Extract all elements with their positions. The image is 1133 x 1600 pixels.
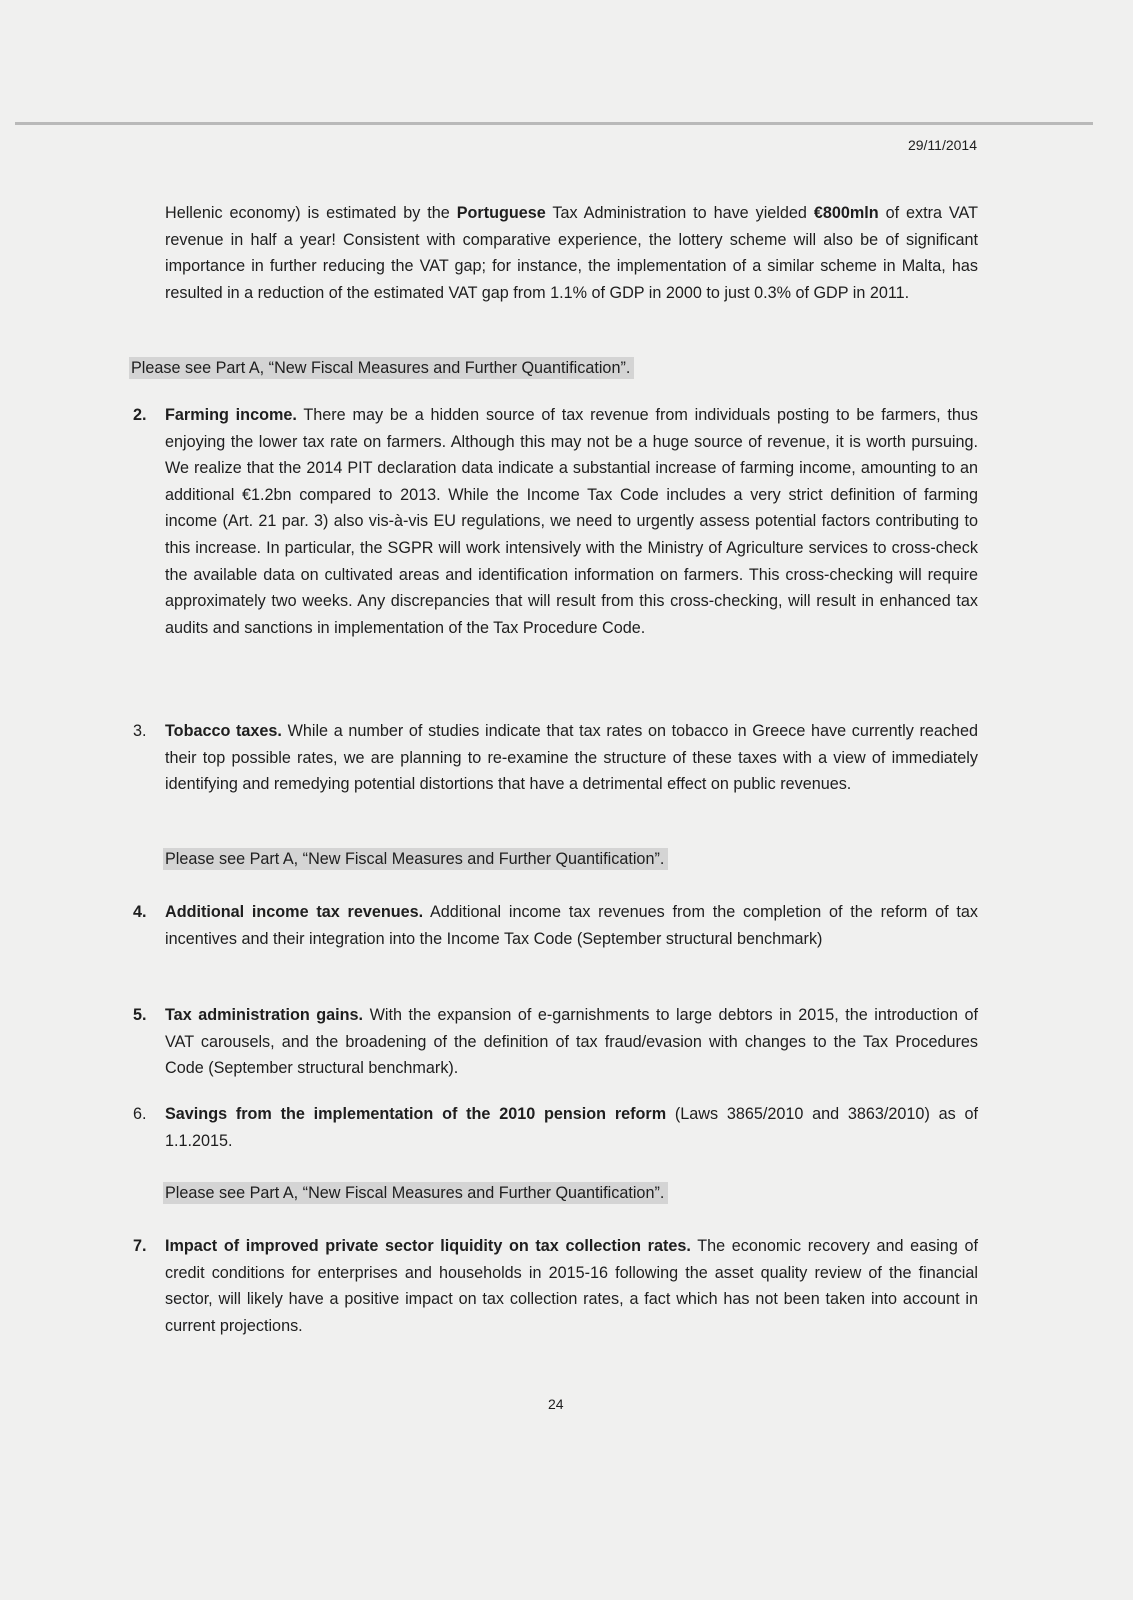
intro-paragraph — [165, 200, 978, 306]
item-number: 2. — [133, 406, 147, 424]
bold-text: €800mln — [813, 204, 879, 222]
list-item — [133, 402, 978, 641]
item-text: Additional income tax revenues from the completion of the reform of tax incentives and their integration into the Income Tax Code (September structural benchmark) — [165, 903, 978, 948]
item-title: Tax administration gains. — [165, 1006, 364, 1024]
item-number: 6. — [133, 1105, 147, 1123]
item-number: 4. — [133, 903, 147, 921]
item-title: Tobacco taxes. — [165, 722, 282, 740]
item-number: 3. — [133, 722, 147, 740]
list-item — [133, 718, 978, 798]
item-text: There may be a hidden source of tax revenue from individuals posting to be farmers, thus enjoying the lower tax rate on farmers. Although this may not be a huge source of revenue, it is worth pursuing. We realize that the 2014 PIT declaration data indicate a substantial increase of farming income, amounting to an additional €1.2bn compared to 2013. While the Income Tax Code includes a very strict definition of farming income (Art. 21 par. 3) also vis-à-vis EU regulations, we need to urgently assess potential factors contributing to this increase. In particular, the SGPR will work intensively with the Ministry of Agriculture services to cross-check the available data on cultivated areas and identification information on farmers. This cross-checking will require approximately two weeks. Any discrepancies that will result from this cross-checking, will result in enhanced tax audits and sanctions in implementation of the Tax Procedure Code. — [165, 406, 979, 637]
list-item — [133, 1002, 978, 1082]
item-text: The economic recovery and easing of credit conditions for enterprises and households in 2015-16 following the asset quality review of the financial sector, will likely have a positive impact on tax collection rates, a fact which has not been taken into account in current projections. — [165, 1237, 978, 1335]
document-date: 29/11/2014 — [907, 137, 977, 153]
item-number: 7. — [133, 1237, 147, 1255]
list-item — [133, 899, 978, 952]
page-number: 24 — [548, 1396, 564, 1412]
item-text: While a number of studies indicate that tax rates on tobacco in Greece have currently reached their top possible rates, we are planning to re-examine the structure of these taxes with a view of immediately identifying and remedying potential distortions that have a detrimental effect on public revenues. — [165, 722, 978, 794]
item-title: Savings from the implementation of the 2010 pension reform — [165, 1105, 667, 1123]
item-text: (Laws 3865/2010 and 3863/2010) as of 1.1.2015. — [165, 1105, 978, 1150]
text: Hellenic economy) is estimated by the — [165, 204, 457, 222]
text: Tax Administration to have yielded — [545, 204, 814, 222]
bold-text: Portuguese — [456, 204, 546, 222]
list-item — [133, 1233, 978, 1339]
item-number: 5. — [133, 1006, 147, 1024]
highlighted-note: Please see Part A, “New Fiscal Measures and Further Quantification”. — [163, 848, 668, 870]
highlighted-note: Please see Part A, “New Fiscal Measures and Further Quantification”. — [163, 1182, 668, 1204]
item-title: Farming income. — [165, 406, 297, 424]
highlighted-note: Please see Part A, “New Fiscal Measures and Further Quantification”. — [129, 357, 634, 379]
item-title: Impact of improved private sector liquidity on tax collection rates. — [165, 1237, 691, 1255]
list-item — [133, 1101, 978, 1154]
text: of extra VAT revenue in half a year! Consistent with comparative experience, the lottery scheme will also be of significant importance in further reducing the VAT gap; for instance, the implementation of a similar scheme in Malta, has resulted in a reduction of the estimated VAT gap from 1.1% of GDP in 2000 to just 0.3% of GDP in 2011. — [165, 204, 979, 302]
header-rule — [15, 122, 1093, 125]
item-title: Additional income tax revenues. — [165, 903, 424, 921]
item-text: With the expansion of e-garnishments to large debtors in 2015, the introduction of VAT carousels, and the broadening of the definition of tax fraud/evasion with changes to the Tax Procedures Code (September structural benchmark). — [165, 1006, 978, 1078]
